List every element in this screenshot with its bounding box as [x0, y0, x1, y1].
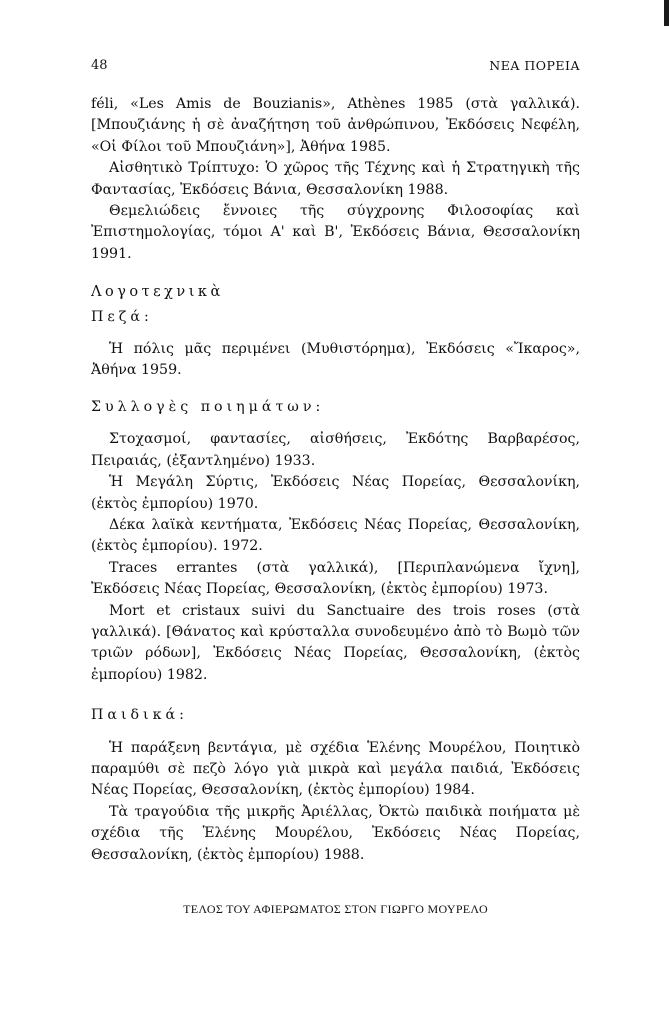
bibliography-entry: Θεμελιώδεις ἔννοιες τῆς σύγχρονης Φιλοσοφίας καὶ Ἐπιστημολογίας, τόμοι Α' καὶ Β', Ἐκδόσεις Βάνια, Θεσσαλονίκη 1991. — [91, 203, 580, 262]
section-title-literary: Λογοτεχνικὰ — [91, 284, 224, 301]
poetry-entry: Ἡ Μεγάλη Σύρτις, Ἐκδόσεις Νέας Πορείας, Θεσσαλονίκη, (ἐκτὸς ἐμπορίου) 1970. — [91, 474, 580, 512]
prose-entry: Ἡ πόλις μᾶς περιμένει (Μυθιστόρημα), Ἐκδόσεις «Ἴκαρος», Ἀθήνα 1959. — [91, 341, 580, 379]
children-entry: Ἡ παράξενη βεντάγια, μὲ σχέδια Ἑλένης Μουρέλου, Ποιητικὸ παραμύθι σὲ πεζὸ λόγο γιὰ μικρὰ καὶ μεγάλα παιδιά, Ἐκδόσεις Νέας Πορείας, Θεσσαλονίκη, (ἐκτὸς ἐμπορίου) 1984. — [91, 739, 580, 799]
prose-heading: Πεζά: — [91, 308, 153, 325]
poetry-heading: Συλλογὲς ποιημάτων: — [91, 398, 325, 415]
running-title: ΝΕΑ ΠΟΡΕΙΑ — [489, 58, 580, 73]
poetry-entry: Mort et cristaux suivi du Sanctuaire des trois roses (στὰ γαλλικά). [Θάνατος καὶ κρύσταλλα συνοδευμένο ἀπὸ τὸ Βωμὸ τῶν τριῶν ρόδων], Ἐκδόσεις Νέας Πορείας, Θεσσαλονίκη, (ἐκτὸς ἐμπορίου) 1982. — [91, 602, 580, 683]
page-edge-mark — [664, 0, 669, 26]
children-heading: Παιδικά: — [91, 707, 188, 724]
closing-line: ΤΕΛΟΣ ΤΟΥ ΑΦΙΕΡΩΜΑΤΟΣ ΣΤΟΝ ΓΙΩΡΓΟ ΜΟΥΡΕΛΟ — [183, 902, 488, 916]
children-entry: Τὰ τραγούδια τῆς μικρῆς Ἀριέλλας, Ὀκτὼ παιδικὰ ποιήματα μὲ σχέδια τῆς Ἑλένης Μουρέλου, Ἐκδόσεις Νέας Πορείας, Θεσσαλονίκη, (ἐκτὸς ἐμπορίου) 1988. — [91, 803, 580, 863]
bibliography-entry: Αἰσθητικὸ Τρίπτυχο: Ὁ χῶρος τῆς Τέχνης καὶ ἡ Στρατηγικὴ τῆς Φαντασίας, Ἐκδόσεις Βάνια, Θεσσαλονίκη 1988. — [91, 160, 580, 198]
page-body — [91, 94, 580, 866]
bibliography-entry: féli, «Les Amis de Bouzianis», Athènes 1985 (στὰ γαλλικά). [Μπουζιάνης ἡ σὲ ἀναζήτηση τοῦ ἀνθρώπινου, Ἐκδόσεις Νεφέλη, «Οἱ Φίλοι τοῦ Μπουζιάνη»], Ἀθήνα 1985. — [91, 96, 580, 155]
poetry-entry: Δέκα λαϊκὰ κεντήματα, Ἐκδόσεις Νέας Πορείας, Θεσσαλονίκη, (ἐκτὸς ἐμπορίου). 1972. — [91, 516, 580, 555]
poetry-entry: Στοχασμοί, φαντασίες, αἰσθήσεις, Ἐκδότης Βαρβαρέσος, Πειραιάς, (ἐξαντλημένο) 1933. — [91, 431, 580, 469]
page-number: 48 — [91, 58, 108, 73]
poetry-entry: Traces errantes (στὰ γαλλικά), [Περιπλανώμενα ἴχνη], Ἐκδόσεις Νέας Πορείας, Θεσσαλονίκη, (ἐκτὸς ἐμπορίου) 1973. — [91, 559, 580, 598]
